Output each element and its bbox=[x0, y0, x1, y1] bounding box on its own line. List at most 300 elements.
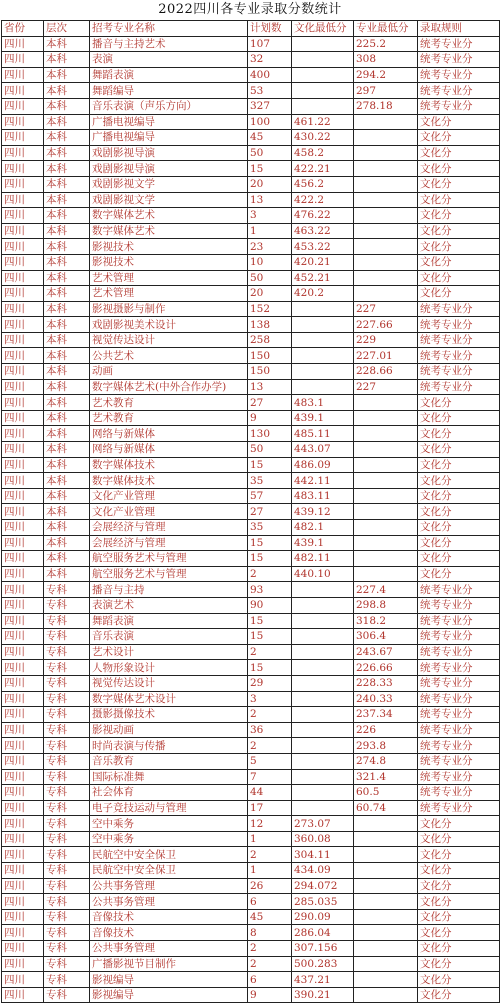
cell-plan-count: 45 bbox=[248, 130, 292, 146]
cell-culture-min bbox=[292, 769, 354, 785]
cell-province: 四川 bbox=[2, 535, 44, 551]
cell-major: 影视摄影与制作 bbox=[90, 301, 248, 317]
cell-major: 数字媒体艺术设计 bbox=[90, 691, 248, 707]
cell-level: 本科 bbox=[44, 192, 90, 208]
cell-major-min bbox=[354, 909, 418, 925]
cell-major-min bbox=[354, 410, 418, 426]
cell-plan-count: 327 bbox=[248, 98, 292, 114]
cell-admission-rule: 文化分 bbox=[418, 925, 500, 941]
cell-province: 四川 bbox=[2, 551, 44, 567]
cell-admission-rule: 统考专业分 bbox=[418, 83, 500, 99]
cell-major: 电子竞技运动与管理 bbox=[90, 800, 248, 816]
cell-culture-min: 452.21 bbox=[292, 270, 354, 286]
cell-province: 四川 bbox=[2, 332, 44, 348]
table-row bbox=[2, 52, 500, 68]
cell-culture-min: 422.2 bbox=[292, 192, 354, 208]
cell-major-min: 227 bbox=[354, 301, 418, 317]
cell-culture-min bbox=[292, 332, 354, 348]
cell-plan-count: 50 bbox=[248, 145, 292, 161]
cell-plan-count: 400 bbox=[248, 67, 292, 83]
cell-major-min bbox=[354, 223, 418, 239]
table-row bbox=[2, 707, 500, 723]
cell-province: 四川 bbox=[2, 956, 44, 972]
cell-major: 文化产业管理 bbox=[90, 488, 248, 504]
cell-admission-rule: 文化分 bbox=[418, 504, 500, 520]
cell-level: 本科 bbox=[44, 114, 90, 130]
cell-admission-rule: 文化分 bbox=[418, 114, 500, 130]
cell-major: 音乐表演 bbox=[90, 629, 248, 645]
header-major: 招考专业名称 bbox=[90, 21, 248, 37]
cell-admission-rule: 统考专业分 bbox=[418, 364, 500, 380]
cell-major-min: 226 bbox=[354, 722, 418, 738]
cell-level: 本科 bbox=[44, 364, 90, 380]
cell-province: 四川 bbox=[2, 925, 44, 941]
table-row bbox=[2, 675, 500, 691]
cell-province: 四川 bbox=[2, 83, 44, 99]
cell-level: 专科 bbox=[44, 831, 90, 847]
cell-province: 四川 bbox=[2, 566, 44, 582]
cell-plan-count: 2 bbox=[248, 644, 292, 660]
cell-culture-min: 486.09 bbox=[292, 457, 354, 473]
cell-province: 四川 bbox=[2, 660, 44, 676]
cell-admission-rule: 统考专业分 bbox=[418, 67, 500, 83]
cell-plan-count: 15 bbox=[248, 457, 292, 473]
cell-major-min: 226.66 bbox=[354, 660, 418, 676]
cell-level: 专科 bbox=[44, 722, 90, 738]
cell-province: 四川 bbox=[2, 488, 44, 504]
table-row bbox=[2, 878, 500, 894]
cell-province: 四川 bbox=[2, 847, 44, 863]
cell-admission-rule: 统考专业分 bbox=[418, 597, 500, 613]
cell-major: 视觉传达设计 bbox=[90, 675, 248, 691]
cell-major-min bbox=[354, 254, 418, 270]
cell-major: 舞蹈表演 bbox=[90, 613, 248, 629]
cell-culture-min: 285.035 bbox=[292, 894, 354, 910]
cell-province: 四川 bbox=[2, 426, 44, 442]
table-row bbox=[2, 379, 500, 395]
cell-major-min: 321.4 bbox=[354, 769, 418, 785]
cell-major-min: 60.74 bbox=[354, 800, 418, 816]
cell-major: 空中乘务 bbox=[90, 831, 248, 847]
cell-plan-count: 15 bbox=[248, 613, 292, 629]
cell-culture-min: 420.2 bbox=[292, 286, 354, 302]
cell-province: 四川 bbox=[2, 941, 44, 957]
cell-major: 表演 bbox=[90, 52, 248, 68]
cell-level: 专科 bbox=[44, 629, 90, 645]
cell-major-min bbox=[354, 831, 418, 847]
cell-culture-min: 461.22 bbox=[292, 114, 354, 130]
cell-plan-count: 53 bbox=[248, 83, 292, 99]
cell-plan-count: 258 bbox=[248, 332, 292, 348]
cell-major-min bbox=[354, 878, 418, 894]
table-row bbox=[2, 239, 500, 255]
cell-culture-min: 482.1 bbox=[292, 520, 354, 536]
cell-province: 四川 bbox=[2, 410, 44, 426]
cell-plan-count: 57 bbox=[248, 488, 292, 504]
cell-admission-rule: 文化分 bbox=[418, 894, 500, 910]
cell-culture-min: 440.10 bbox=[292, 566, 354, 582]
cell-major: 公共艺术 bbox=[90, 348, 248, 364]
cell-province: 四川 bbox=[2, 67, 44, 83]
cell-major-min bbox=[354, 426, 418, 442]
cell-culture-min: 463.22 bbox=[292, 223, 354, 239]
cell-major-min bbox=[354, 894, 418, 910]
cell-major-min: 294.2 bbox=[354, 67, 418, 83]
cell-level: 专科 bbox=[44, 909, 90, 925]
cell-level: 本科 bbox=[44, 301, 90, 317]
cell-province: 四川 bbox=[2, 972, 44, 988]
cell-province: 四川 bbox=[2, 800, 44, 816]
table-row bbox=[2, 426, 500, 442]
cell-admission-rule: 统考专业分 bbox=[418, 317, 500, 333]
table-row bbox=[2, 301, 500, 317]
header-culture-min: 文化最低分 bbox=[292, 21, 354, 37]
cell-admission-rule: 文化分 bbox=[418, 566, 500, 582]
cell-major-min bbox=[354, 208, 418, 224]
cell-admission-rule: 文化分 bbox=[418, 145, 500, 161]
cell-admission-rule: 统考专业分 bbox=[418, 644, 500, 660]
cell-culture-min: 458.2 bbox=[292, 145, 354, 161]
cell-major-min bbox=[354, 176, 418, 192]
table-row bbox=[2, 629, 500, 645]
cell-level: 专科 bbox=[44, 925, 90, 941]
cell-admission-rule: 统考专业分 bbox=[418, 675, 500, 691]
cell-level: 本科 bbox=[44, 286, 90, 302]
cell-province: 四川 bbox=[2, 613, 44, 629]
cell-major: 舞蹈编导 bbox=[90, 83, 248, 99]
cell-admission-rule: 文化分 bbox=[418, 270, 500, 286]
cell-admission-rule: 统考专业分 bbox=[418, 613, 500, 629]
cell-admission-rule: 统考专业分 bbox=[418, 769, 500, 785]
cell-province: 四川 bbox=[2, 130, 44, 146]
cell-culture-min: 307.156 bbox=[292, 941, 354, 957]
cell-plan-count: 20 bbox=[248, 286, 292, 302]
cell-major: 航空服务艺术与管理 bbox=[90, 551, 248, 567]
cell-plan-count: 23 bbox=[248, 239, 292, 255]
cell-admission-rule: 文化分 bbox=[418, 286, 500, 302]
cell-province: 四川 bbox=[2, 395, 44, 411]
cell-major: 会展经济与管理 bbox=[90, 535, 248, 551]
cell-level: 本科 bbox=[44, 130, 90, 146]
cell-major: 公共事务管理 bbox=[90, 878, 248, 894]
cell-culture-min bbox=[292, 785, 354, 801]
table-row bbox=[2, 395, 500, 411]
cell-plan-count: 45 bbox=[248, 909, 292, 925]
table-row bbox=[2, 691, 500, 707]
cell-level: 本科 bbox=[44, 67, 90, 83]
cell-plan-count: 15 bbox=[248, 535, 292, 551]
cell-admission-rule: 文化分 bbox=[418, 520, 500, 536]
table-row bbox=[2, 863, 500, 879]
cell-major: 播音与主持 bbox=[90, 582, 248, 598]
cell-province: 四川 bbox=[2, 301, 44, 317]
table-row bbox=[2, 941, 500, 957]
cell-level: 专科 bbox=[44, 847, 90, 863]
cell-major: 影视动画 bbox=[90, 722, 248, 738]
table-row bbox=[2, 286, 500, 302]
cell-level: 本科 bbox=[44, 270, 90, 286]
cell-province: 四川 bbox=[2, 738, 44, 754]
table-row bbox=[2, 504, 500, 520]
cell-culture-min: 286.04 bbox=[292, 925, 354, 941]
cell-level: 专科 bbox=[44, 800, 90, 816]
table-row bbox=[2, 520, 500, 536]
table-row bbox=[2, 473, 500, 489]
cell-province: 四川 bbox=[2, 644, 44, 660]
cell-plan-count: 17 bbox=[248, 800, 292, 816]
table-row bbox=[2, 566, 500, 582]
table-row bbox=[2, 457, 500, 473]
cell-major-min bbox=[354, 504, 418, 520]
cell-major-min bbox=[354, 551, 418, 567]
sheet-title: 2022四川各专业录取分数统计 bbox=[158, 2, 342, 17]
cell-admission-rule: 文化分 bbox=[418, 863, 500, 879]
cell-major: 民航空中安全保卫 bbox=[90, 847, 248, 863]
cell-level: 专科 bbox=[44, 972, 90, 988]
cell-major: 戏剧影视文学 bbox=[90, 176, 248, 192]
cell-province: 四川 bbox=[2, 52, 44, 68]
cell-province: 四川 bbox=[2, 987, 44, 1003]
cell-major: 广播影视节目制作 bbox=[90, 956, 248, 972]
table-row bbox=[2, 847, 500, 863]
cell-level: 专科 bbox=[44, 660, 90, 676]
cell-level: 本科 bbox=[44, 535, 90, 551]
cell-major: 广播电视编导 bbox=[90, 114, 248, 130]
cell-plan-count: 138 bbox=[248, 317, 292, 333]
cell-level: 本科 bbox=[44, 223, 90, 239]
table-row bbox=[2, 36, 500, 52]
table-row bbox=[2, 972, 500, 988]
cell-admission-rule: 文化分 bbox=[418, 488, 500, 504]
cell-level: 专科 bbox=[44, 582, 90, 598]
cell-province: 四川 bbox=[2, 364, 44, 380]
cell-major-min: 318.2 bbox=[354, 613, 418, 629]
cell-major-min bbox=[354, 987, 418, 1003]
cell-level: 本科 bbox=[44, 239, 90, 255]
cell-level: 专科 bbox=[44, 769, 90, 785]
cell-culture-min bbox=[292, 36, 354, 52]
cell-plan-count: 100 bbox=[248, 114, 292, 130]
cell-level: 本科 bbox=[44, 83, 90, 99]
cell-plan-count: 1 bbox=[248, 831, 292, 847]
cell-major-min bbox=[354, 535, 418, 551]
cell-culture-min bbox=[292, 707, 354, 723]
cell-major: 播音与主持艺术 bbox=[90, 36, 248, 52]
cell-level: 本科 bbox=[44, 504, 90, 520]
cell-plan-count: 8 bbox=[248, 925, 292, 941]
cell-province: 四川 bbox=[2, 145, 44, 161]
cell-major-min bbox=[354, 457, 418, 473]
cell-major-min: 278.18 bbox=[354, 98, 418, 114]
cell-admission-rule: 统考专业分 bbox=[418, 785, 500, 801]
cell-culture-min bbox=[292, 379, 354, 395]
cell-province: 四川 bbox=[2, 270, 44, 286]
cell-admission-rule: 统考专业分 bbox=[418, 98, 500, 114]
cell-admission-rule: 文化分 bbox=[418, 551, 500, 567]
cell-culture-min bbox=[292, 675, 354, 691]
cell-major: 广播电视编导 bbox=[90, 130, 248, 146]
cell-culture-min: 456.2 bbox=[292, 176, 354, 192]
cell-major-min bbox=[354, 520, 418, 536]
table-row bbox=[2, 597, 500, 613]
score-table bbox=[1, 20, 500, 1003]
cell-major-min bbox=[354, 161, 418, 177]
cell-major-min bbox=[354, 114, 418, 130]
cell-level: 本科 bbox=[44, 161, 90, 177]
cell-admission-rule: 文化分 bbox=[418, 161, 500, 177]
header-level: 层次 bbox=[44, 21, 90, 37]
cell-culture-min bbox=[292, 613, 354, 629]
cell-province: 四川 bbox=[2, 98, 44, 114]
cell-plan-count: 15 bbox=[248, 629, 292, 645]
cell-level: 本科 bbox=[44, 395, 90, 411]
cell-culture-min bbox=[292, 629, 354, 645]
cell-major-min bbox=[354, 956, 418, 972]
cell-level: 本科 bbox=[44, 457, 90, 473]
cell-culture-min: 434.09 bbox=[292, 863, 354, 879]
table-row bbox=[2, 769, 500, 785]
cell-culture-min: 430.22 bbox=[292, 130, 354, 146]
table-row bbox=[2, 956, 500, 972]
cell-major-min bbox=[354, 566, 418, 582]
cell-plan-count: 32 bbox=[248, 52, 292, 68]
cell-plan-count: 50 bbox=[248, 270, 292, 286]
cell-province: 四川 bbox=[2, 909, 44, 925]
cell-plan-count: 36 bbox=[248, 722, 292, 738]
cell-major-min bbox=[354, 286, 418, 302]
cell-level: 本科 bbox=[44, 520, 90, 536]
cell-major-min: 227.01 bbox=[354, 348, 418, 364]
cell-level: 本科 bbox=[44, 379, 90, 395]
cell-major-min bbox=[354, 395, 418, 411]
table-row bbox=[2, 208, 500, 224]
cell-major: 戏剧影视导演 bbox=[90, 145, 248, 161]
cell-major: 时尚表演与传播 bbox=[90, 738, 248, 754]
cell-admission-rule: 统考专业分 bbox=[418, 707, 500, 723]
cell-plan-count: 9 bbox=[248, 410, 292, 426]
cell-major-min: 243.67 bbox=[354, 644, 418, 660]
table-body bbox=[2, 36, 500, 1003]
cell-major-min bbox=[354, 270, 418, 286]
cell-major-min bbox=[354, 941, 418, 957]
cell-culture-min bbox=[292, 364, 354, 380]
cell-plan-count: 15 bbox=[248, 551, 292, 567]
table-row bbox=[2, 722, 500, 738]
table-row bbox=[2, 987, 500, 1003]
cell-admission-rule: 文化分 bbox=[418, 987, 500, 1003]
cell-major: 艺术管理 bbox=[90, 270, 248, 286]
cell-province: 四川 bbox=[2, 36, 44, 52]
cell-level: 专科 bbox=[44, 675, 90, 691]
cell-major: 空中乘务 bbox=[90, 816, 248, 832]
cell-level: 本科 bbox=[44, 145, 90, 161]
cell-province: 四川 bbox=[2, 239, 44, 255]
cell-culture-min: 360.08 bbox=[292, 831, 354, 847]
cell-major-min: 225.2 bbox=[354, 36, 418, 52]
table-row bbox=[2, 332, 500, 348]
cell-plan-count: 15 bbox=[248, 660, 292, 676]
cell-admission-rule: 统考专业分 bbox=[418, 52, 500, 68]
cell-culture-min bbox=[292, 691, 354, 707]
cell-culture-min: 304.11 bbox=[292, 847, 354, 863]
cell-major: 戏剧影视导演 bbox=[90, 161, 248, 177]
cell-level: 本科 bbox=[44, 473, 90, 489]
cell-admission-rule: 文化分 bbox=[418, 909, 500, 925]
table-row bbox=[2, 785, 500, 801]
cell-admission-rule: 文化分 bbox=[418, 473, 500, 489]
cell-level: 本科 bbox=[44, 52, 90, 68]
cell-culture-min bbox=[292, 301, 354, 317]
table-row bbox=[2, 223, 500, 239]
table-row bbox=[2, 317, 500, 333]
table-row bbox=[2, 909, 500, 925]
cell-major-min: 240.33 bbox=[354, 691, 418, 707]
cell-major: 数字媒体艺术 bbox=[90, 223, 248, 239]
cell-admission-rule: 文化分 bbox=[418, 847, 500, 863]
cell-admission-rule: 文化分 bbox=[418, 941, 500, 957]
cell-culture-min bbox=[292, 52, 354, 68]
cell-admission-rule: 文化分 bbox=[418, 395, 500, 411]
cell-plan-count: 3 bbox=[248, 691, 292, 707]
cell-major: 数字媒体技术 bbox=[90, 457, 248, 473]
cell-major: 艺术教育 bbox=[90, 395, 248, 411]
cell-major: 戏剧影视美术设计 bbox=[90, 317, 248, 333]
cell-admission-rule: 文化分 bbox=[418, 831, 500, 847]
cell-culture-min bbox=[292, 582, 354, 598]
table-row bbox=[2, 488, 500, 504]
cell-major-min bbox=[354, 473, 418, 489]
cell-major-min: 298.8 bbox=[354, 597, 418, 613]
cell-plan-count: 27 bbox=[248, 504, 292, 520]
header-plan-count: 计划数 bbox=[248, 21, 292, 37]
table-row bbox=[2, 613, 500, 629]
cell-plan-count: 130 bbox=[248, 426, 292, 442]
cell-level: 专科 bbox=[44, 785, 90, 801]
cell-major-min: 60.5 bbox=[354, 785, 418, 801]
cell-province: 四川 bbox=[2, 753, 44, 769]
cell-province: 四川 bbox=[2, 208, 44, 224]
cell-level: 专科 bbox=[44, 941, 90, 957]
cell-province: 四川 bbox=[2, 582, 44, 598]
cell-plan-count: 2 bbox=[248, 956, 292, 972]
cell-culture-min bbox=[292, 644, 354, 660]
cell-major: 戏剧影视文学 bbox=[90, 192, 248, 208]
cell-plan-count: 107 bbox=[248, 36, 292, 52]
cell-major-min bbox=[354, 192, 418, 208]
cell-province: 四川 bbox=[2, 457, 44, 473]
cell-major-min bbox=[354, 488, 418, 504]
cell-admission-rule: 文化分 bbox=[418, 956, 500, 972]
cell-admission-rule: 统考专业分 bbox=[418, 800, 500, 816]
cell-level: 专科 bbox=[44, 753, 90, 769]
cell-major-min: 306.4 bbox=[354, 629, 418, 645]
cell-culture-min: 439.1 bbox=[292, 410, 354, 426]
cell-major: 国际标准舞 bbox=[90, 769, 248, 785]
cell-major: 视觉传达设计 bbox=[90, 332, 248, 348]
cell-admission-rule: 统考专业分 bbox=[418, 582, 500, 598]
cell-province: 四川 bbox=[2, 379, 44, 395]
cell-culture-min: 443.07 bbox=[292, 442, 354, 458]
cell-major: 民航空中安全保卫 bbox=[90, 863, 248, 879]
cell-level: 专科 bbox=[44, 987, 90, 1003]
table-row bbox=[2, 582, 500, 598]
table-row bbox=[2, 831, 500, 847]
cell-level: 专科 bbox=[44, 644, 90, 660]
cell-major: 表演艺术 bbox=[90, 597, 248, 613]
cell-plan-count: 35 bbox=[248, 473, 292, 489]
cell-culture-min: 439.12 bbox=[292, 504, 354, 520]
cell-plan-count: 50 bbox=[248, 442, 292, 458]
